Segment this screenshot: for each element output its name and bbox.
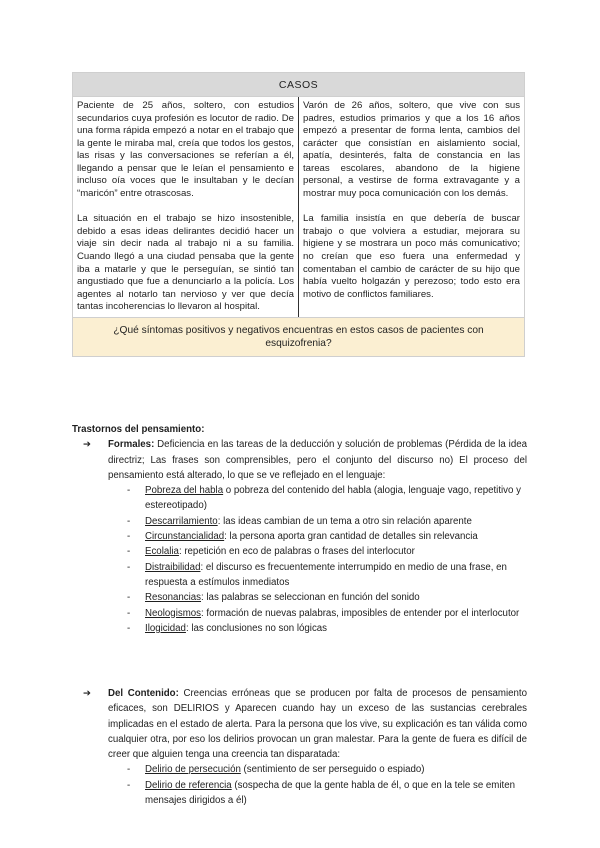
formales-list [72, 483, 527, 636]
formales-text: Deficiencia en las tareas de la deducción y solución de problemas (Pérdida de la idea directriz; Las frases son comprensibles, pero el conjunto del discurso no) El proceso del pensamiento está alterado, lo que se ve reflejado en el lenguaje: [108, 439, 527, 481]
contenido-label: Del Contenido: [108, 688, 179, 699]
case-right-paragraph: La familia insistía en que debería de buscar trabajo o que volviera a estudiar, mejorara su higiene y se mostrara un poco más comunicativo; no creían que eso fuera una enfermedad y comentaban el cambio de carácter de su hijo que había vuelto holgazán y perezoso; todo esto era motivo de conflictos familiares. [303, 213, 520, 300]
contenido-list [72, 762, 527, 808]
term-description: : las conclusiones no son lógicas [185, 622, 328, 634]
term-description: : las ideas cambian de un tema a otro sin relación aparente [217, 515, 472, 527]
thought-disorders-section [72, 422, 527, 636]
list-item [127, 762, 527, 777]
term-description: : la persona aporta gran cantidad de detalles sin relevancia [224, 531, 478, 543]
formales-colon: : [151, 439, 155, 451]
list-item [127, 483, 527, 514]
cases-header: CASOS [73, 73, 525, 97]
case-left-cell [73, 97, 299, 318]
dash-bullet: - [127, 622, 131, 634]
section-title: Trastornos del pensamiento: [72, 424, 205, 435]
dash-bullet: - [127, 485, 131, 497]
dash-bullet: - [127, 561, 131, 573]
term: Descarrilamiento [145, 515, 218, 527]
term: Delirio de persecución [145, 764, 241, 776]
term: Pobreza del habla [145, 485, 224, 497]
dash-bullet: - [127, 546, 131, 558]
term: Circunstancialidad [145, 531, 225, 543]
list-item [127, 590, 527, 605]
dash-bullet: - [127, 607, 131, 619]
term-description: (sospecha de que la gente habla de él, o que en la tele se emiten mensajes dirigidos a él) [145, 779, 515, 807]
dash-bullet: - [127, 592, 131, 604]
term-description: o pobreza del contenido del habla (alogia, lenguaje vago, repetitivo y estereotipado) [145, 485, 521, 512]
question-cell: ¿Qué síntomas positivos y negativos encuentras en estos casos de pacientes con esquizofrenia? [73, 317, 525, 356]
term: Resonancias [145, 592, 202, 604]
list-item [127, 514, 527, 529]
list-item [127, 529, 527, 544]
list-item [127, 606, 527, 621]
term-description: : repetición en eco de palabras o frases del interlocutor [178, 546, 415, 558]
list-item [127, 560, 527, 591]
term-description: : formación de nuevas palabras, imposibles de entender por el interlocutor [201, 607, 520, 619]
term: Distraibilidad [145, 561, 201, 573]
case-left-paragraph: La situación en el trabajo se hizo insostenible, debido a esas ideas delirantes decidió hacer un viaje sin decir nada al trabajo ni a su familia. Cuando llegó a una ciudad pensaba que la gente iba a matarle y que le perseguían, se sintió tan angustiado que fue a denunciarlo a la policía. Los agentes al notarlo tan nervioso y ver que decía tantas incoherencias lo llevaron al hospital. [77, 213, 294, 313]
arrow-bullet-icon: ➔ [83, 439, 92, 451]
list-item [127, 544, 527, 559]
case-right-cell [299, 97, 525, 318]
dash-bullet: - [127, 515, 131, 527]
content-disorders-section [72, 686, 527, 808]
cases-table [72, 72, 525, 357]
contenido-text: Creencias erróneas que se producen por falta de procesos de pensamiento eficaces, son DELIRIOS y Aparecen cuando hay un exceso de las sustancias cerebrales implicadas en el estado de alerta. Para la persona que los vive, su explicación es tan válida como cualquier otra, por eso los delirios provocan un gran malestar. Para la gente de fuera es difícil de creer que alguien tenga una creencia tan disparatada: [108, 688, 527, 761]
case-left-paragraph: Paciente de 25 años, soltero, con estudios secundarios cuya profesión es locutor de radio. De una forma rápida empezó a notar en el trabajo que la gente le miraba mal, creía que todos los gestos, las risas y las conversaciones se referían a él, llegando a pensar que le leían el pensamiento e incluso oía voces que le insultaban y le decían “maricón” entre otrascosas. [77, 100, 294, 199]
term: Ecolalia [145, 546, 179, 558]
arrow-bullet-icon: ➔ [83, 688, 92, 699]
term: Neologismos [145, 607, 201, 619]
list-item [127, 621, 527, 636]
term-description: : el discurso es frecuentemente interrumpido en medio de una frase, en respuesta a estímulos inmediatos [145, 561, 507, 588]
case-right-paragraph: Varón de 26 años, soltero, que vive con sus padres, estudios primarios y que a los 16 años empezó a presentar de forma lenta, cambios del carácter que consistían en aislamiento social, apatía, desinterés, falta de constancia en las tareas escolares, abandono de la higiene personal, a vestirse de forma extravagante y a mostrar muy poca comunicación con los demás. [303, 100, 520, 199]
term-description: (sentimiento de ser perseguido o espiado) [240, 764, 425, 776]
dash-bullet: - [127, 531, 131, 543]
dash-bullet: - [127, 764, 131, 776]
dash-bullet: - [127, 779, 131, 791]
formales-label: Formales [108, 439, 152, 451]
term: Delirio de referencia [145, 779, 232, 791]
formales-block [72, 437, 527, 483]
term: Ilogicidad [145, 622, 186, 634]
term-description: : las palabras se seleccionan en función del sonido [201, 592, 420, 604]
list-item [127, 778, 527, 809]
contenido-block [72, 686, 527, 762]
